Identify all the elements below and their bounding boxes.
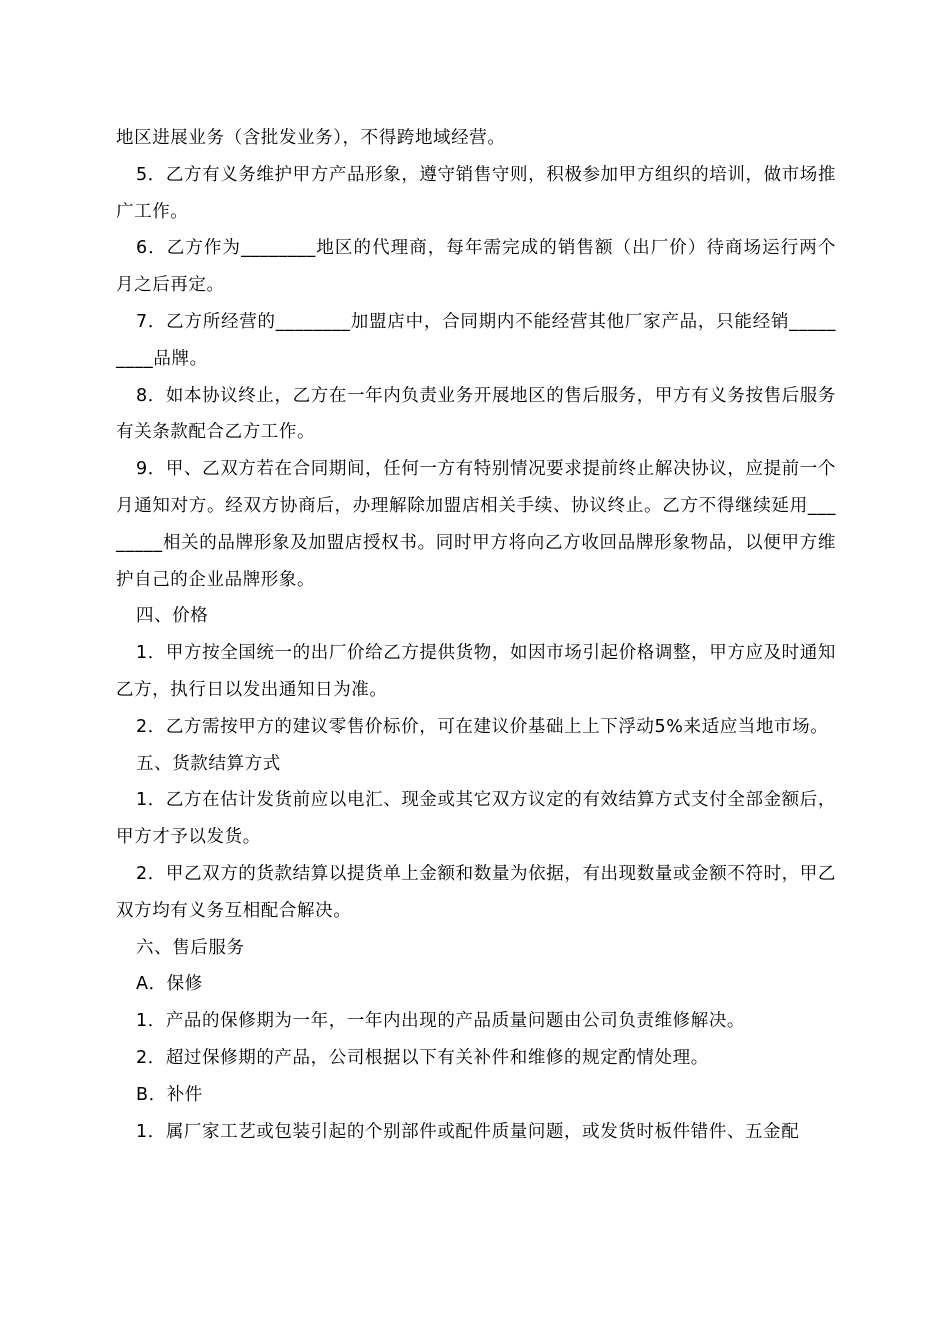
- clause-5: 5．乙方有义务维护甲方产品形象，遵守销售守则，积极参加甲方组织的培训，做市场推广工作。: [116, 164, 836, 222]
- price-clause-1: 1．甲方按全国统一的出厂价给乙方提供货物，如因市场引起价格调整，甲方应及时通知乙方，执行日以发出通知日为准。: [116, 643, 836, 700]
- warranty-clause-1: 1．产品的保修期为一年，一年内出现的产品质量问题由公司负责维修解决。: [136, 1011, 746, 1032]
- price-clause-2: 2．乙方需按甲方的建议零售价标价，可在建议价基础上上下浮动5%来适应当地市场。: [136, 716, 829, 737]
- payment-clause-1: 1．乙方在估计发货前应以电汇、现金或其它双方议定的有效结算方式支付全部金额后，甲方才予以发货。: [116, 790, 836, 848]
- section-heading-payment: 五、货款结算方式: [136, 753, 281, 774]
- section-heading-after-sales: 六、售后服务: [136, 937, 245, 958]
- warranty-clause-2: 2．超过保修期的产品，公司根据以下有关补件和维修的规定酌情处理。: [136, 1047, 709, 1068]
- clause-9: 9．甲、乙双方若在合同期间，任何一方有特别情况要求提前终止解决协议，应提前一个月通知对方。经双方协商后，办理解除加盟店相关手续、协议终止。乙方不得继续延用________相关的品牌形象及加盟店授权书。同时甲方将向乙方收回品牌形象物品，以便甲方维护自己的企业品牌形象。: [116, 459, 836, 590]
- clause-6: 6．乙方作为________地区的代理商，每年需完成的销售额（出厂价）待商场运行两个月之后再定。: [116, 238, 836, 296]
- subheading-warranty: A．保修: [136, 974, 203, 995]
- subheading-replacement-parts: B．补件: [136, 1084, 203, 1105]
- clause-7: 7．乙方所经营的________加盟店中，合同期内不能经营其他厂家产品，只能经销_________品牌。: [116, 311, 836, 369]
- section-heading-price: 四、价格: [136, 606, 209, 627]
- paragraph-region-business: 地区进展业务（含批发业务），不得跨地域经营。: [116, 128, 506, 148]
- payment-clause-2: 2．甲乙双方的货款结算以提货单上金额和数量为依据，有出现数量或金额不符时，甲乙双方均有义务互相配合解决。: [116, 863, 836, 921]
- parts-clause-1: 1．属厂家工艺或包装引起的个别部件或配件质量问题，或发货时板件错件、五金配: [136, 1121, 800, 1142]
- clause-8: 8．如本协议终止，乙方在一年内负责业务开展地区的售后服务，甲方有义务按售后服务有关条款配合乙方工作。: [116, 385, 836, 443]
- document-body: [116, 120, 836, 1150]
